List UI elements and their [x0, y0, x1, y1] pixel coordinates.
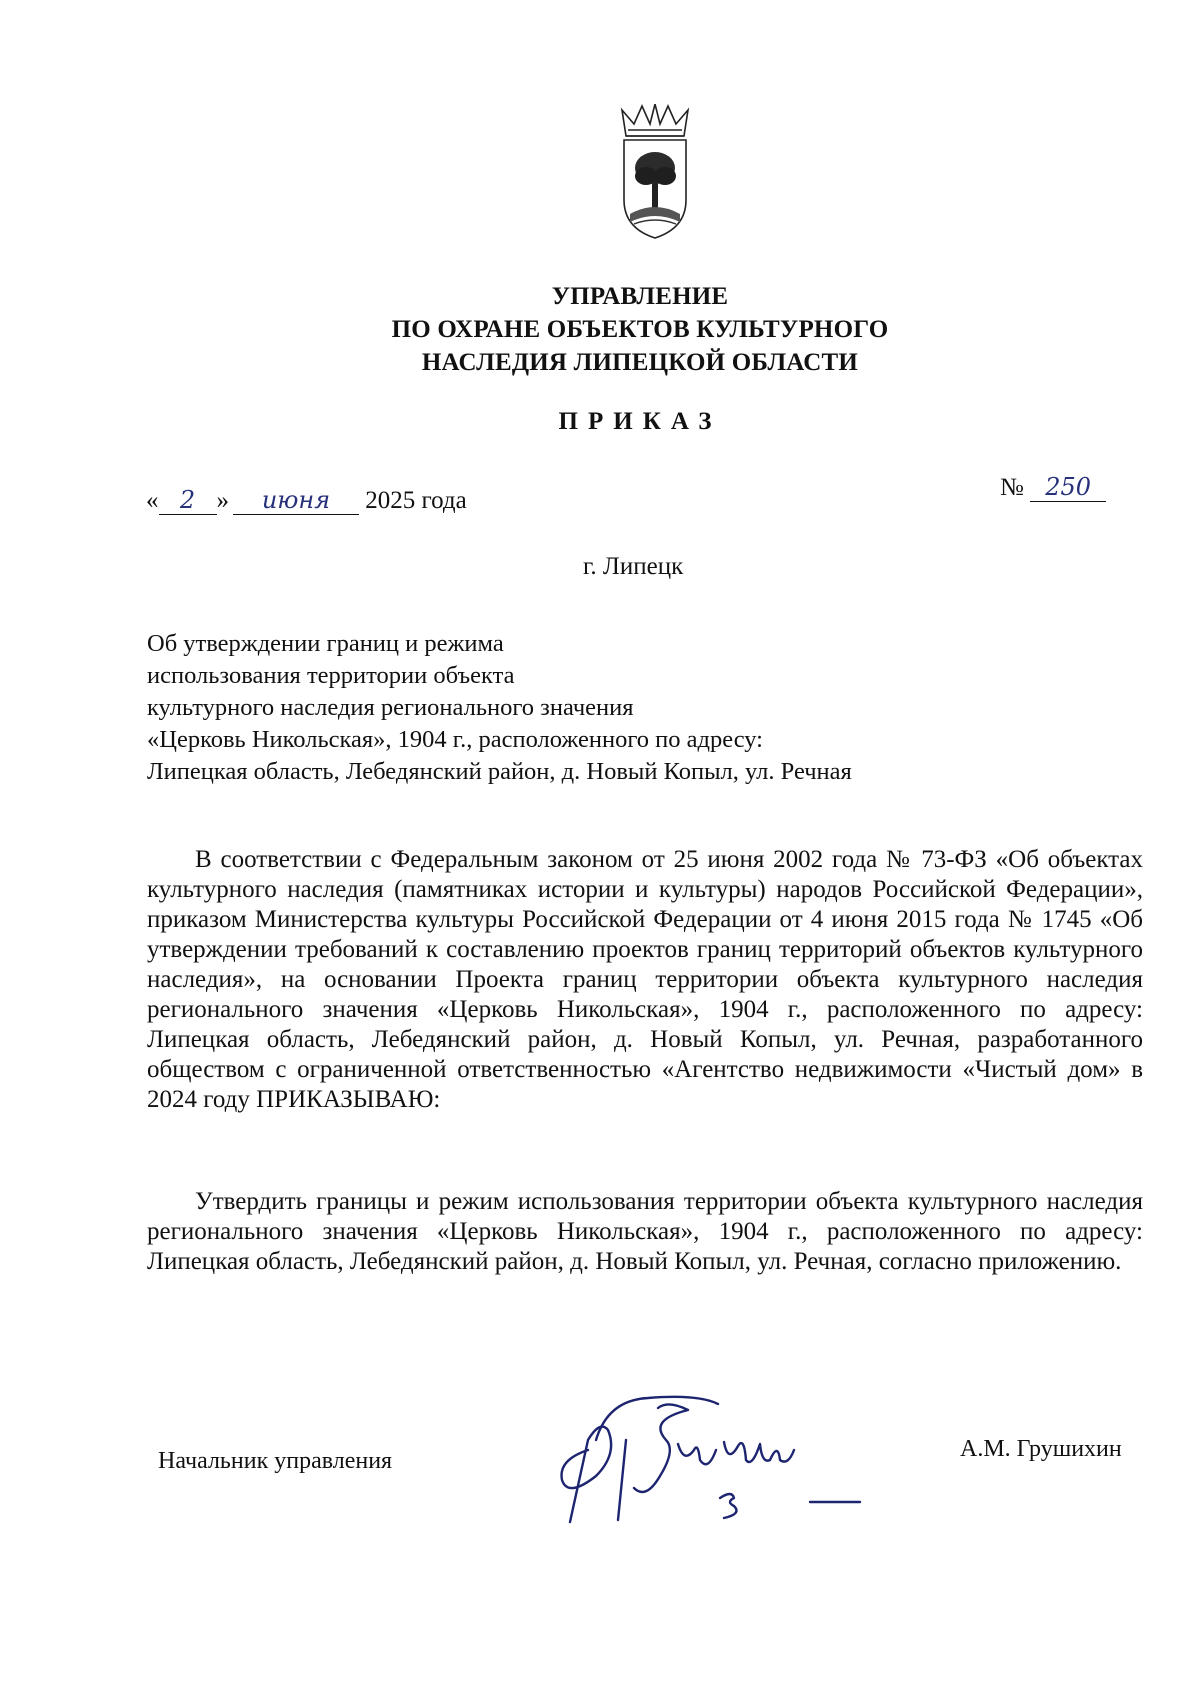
body-paragraph-1: В соответствии с Федеральным законом от 25 июня 2002 года № 73-ФЗ «Об объектах культурного наследия (памятниках истории и культуры) народов Российской Федерации», приказом Министерства культуры Российской Федерации от 4 июня 2015 года № 1745 «Об утверждении требований к составлению проектов границ территорий объектов культурного наследия», на основании Проекта границ территории объекта культурного наследия регионального значения «Церковь Никольская», 1904 г., расположенного по адресу: Липецкая область, Лебедянский район, д. Новый Копыл, ул. Речная, разработанного обществом с ограниченной ответственностью «Агентство недвижимости «Чистый дом» в 2024 году ПРИКАЗЫВАЮ:	[147, 846, 1143, 1113]
subject-line: Об утверждении границ и режима	[147, 630, 504, 657]
organization-line-3: НАСЛЕДИЯ ЛИПЕЦКОЙ ОБЛАСТИ	[421, 349, 859, 376]
date-quote-open: «	[146, 487, 159, 514]
coat-of-arms-icon	[618, 104, 692, 240]
subject-line: использования территории объекта	[147, 662, 515, 689]
date-day: 2	[179, 486, 196, 514]
date-day-field	[159, 487, 217, 515]
document-type-title: ПРИКАЗ	[558, 408, 722, 435]
body-paragraph-2: Утвердить границы и режим использования территории объекта культурного наследия регионального значения «Церковь Никольская», 1904 г., расположенного по адресу: Липецкая область, Лебедянский район, д. Новый Копыл, ул. Речная, согласно приложению.	[147, 1188, 1143, 1275]
handwritten-signature	[548, 1380, 928, 1530]
signer-position: Начальник управления	[158, 1448, 393, 1474]
order-subject	[147, 628, 852, 788]
number-field	[1030, 474, 1106, 502]
subject-line: культурного наследия регионального значения	[147, 694, 634, 721]
number-label: №	[1000, 474, 1024, 501]
signer-name: А.М. Грушихин	[960, 1436, 1122, 1462]
city: г. Липецк	[583, 553, 684, 580]
organization-name	[200, 280, 1080, 379]
date-month-field	[233, 487, 359, 515]
organization-line-2: ПО ОХРАНЕ ОБЪЕКТОВ КУЛЬТУРНОГО	[391, 316, 889, 343]
date-year: 2025 года	[365, 487, 467, 514]
subject-line: «Церковь Никольская», 1904 г., расположенного по адресу:	[147, 726, 763, 753]
subject-line: Липецкая область, Лебедянский район, д. Новый Копыл, ул. Речная	[147, 758, 852, 785]
number-value: 250	[1045, 473, 1092, 501]
order-date	[146, 487, 467, 515]
order-number	[1000, 474, 1106, 502]
organization-line-1: УПРАВЛЕНИЕ	[551, 283, 729, 310]
date-month: июня	[261, 486, 331, 514]
date-quote-close: »	[216, 487, 229, 514]
